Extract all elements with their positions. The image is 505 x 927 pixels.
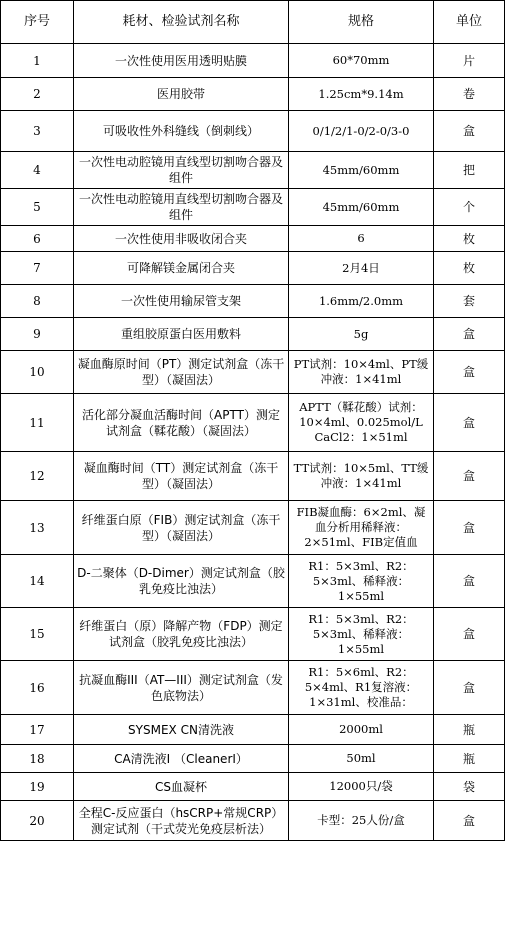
item-unit: 盒	[434, 555, 505, 608]
table-row	[1, 351, 505, 394]
table-row	[1, 555, 505, 608]
item-spec: 45mm/60mm	[289, 152, 434, 189]
table-row	[1, 661, 505, 715]
item-name: 一次性使用医用透明贴膜	[74, 44, 289, 78]
row-number: 11	[1, 394, 74, 452]
item-unit: 套	[434, 285, 505, 318]
item-unit: 袋	[434, 773, 505, 801]
item-name: 纤维蛋白原（FIB）测定试剂盒（冻干型）（凝固法）	[74, 501, 289, 555]
item-unit: 盒	[434, 608, 505, 661]
row-number: 10	[1, 351, 74, 394]
item-unit: 枚	[434, 252, 505, 285]
item-name: 可吸收性外科缝线（倒刺线）	[74, 111, 289, 152]
row-number: 2	[1, 78, 74, 111]
table-row	[1, 394, 505, 452]
item-name: CA清洗液Ⅰ （CleanerⅠ）	[74, 745, 289, 773]
item-name: 凝血酶时间（TT）测定试剂盒（冻干型）（凝固法）	[74, 452, 289, 501]
header-unit: 单位	[434, 1, 505, 44]
item-spec: 1.6mm/2.0mm	[289, 285, 434, 318]
row-number: 18	[1, 745, 74, 773]
row-number: 13	[1, 501, 74, 555]
table-row	[1, 501, 505, 555]
table-row	[1, 226, 505, 252]
item-unit: 盒	[434, 318, 505, 351]
table-row	[1, 78, 505, 111]
item-spec: 50ml	[289, 745, 434, 773]
header-row	[1, 1, 505, 44]
table-row	[1, 285, 505, 318]
item-unit: 盒	[434, 394, 505, 452]
item-unit: 枚	[434, 226, 505, 252]
row-number: 3	[1, 111, 74, 152]
item-unit: 盒	[434, 501, 505, 555]
row-number: 15	[1, 608, 74, 661]
table-row	[1, 111, 505, 152]
table-row	[1, 318, 505, 351]
item-name: 一次性电动腔镜用直线型切割吻合器及组件	[74, 152, 289, 189]
item-unit: 盒	[434, 111, 505, 152]
table-row	[1, 452, 505, 501]
item-spec: 45mm/60mm	[289, 189, 434, 226]
item-unit: 盒	[434, 661, 505, 715]
item-spec: 2月4日	[289, 252, 434, 285]
item-name: 可降解镁金属闭合夹	[74, 252, 289, 285]
item-unit: 片	[434, 44, 505, 78]
item-name: 全程C-反应蛋白（hsCRP+常规CRP）测定试剂（干式荧光免疫层析法）	[74, 801, 289, 841]
item-spec: R1：5×6ml、R2：5×4ml、R1复溶液：1×31ml、校准品：	[289, 661, 434, 715]
item-name: 一次性使用输尿管支架	[74, 285, 289, 318]
header-no: 序号	[1, 1, 74, 44]
table-body	[1, 44, 505, 841]
table-row	[1, 252, 505, 285]
item-spec: PT试剂：10×4ml、PT缓冲液：1×41ml	[289, 351, 434, 394]
item-spec: R1：5×3ml、R2：5×3ml、稀释液：1×55ml	[289, 608, 434, 661]
header-spec: 规格	[289, 1, 434, 44]
row-number: 16	[1, 661, 74, 715]
item-name: 凝血酶原时间（PT）测定试剂盒（冻干型）（凝固法）	[74, 351, 289, 394]
item-spec: FIB凝血酶：6×2ml、凝血分析用稀释液：2×51ml、FIB定值血	[289, 501, 434, 555]
item-unit: 盒	[434, 452, 505, 501]
item-spec: APTT（鞣花酸）试剂：10×4ml、0.025mol/L CaCl2：1×51ml	[289, 394, 434, 452]
item-unit: 瓶	[434, 745, 505, 773]
item-unit: 个	[434, 189, 505, 226]
item-name: CS血凝杯	[74, 773, 289, 801]
item-spec: 6	[289, 226, 434, 252]
item-name: 一次性使用非吸收闭合夹	[74, 226, 289, 252]
table-row	[1, 152, 505, 189]
item-name: SYSMEX CN清洗液	[74, 715, 289, 745]
table-row	[1, 773, 505, 801]
table-row	[1, 608, 505, 661]
item-unit: 瓶	[434, 715, 505, 745]
item-name: 医用胶带	[74, 78, 289, 111]
item-unit: 把	[434, 152, 505, 189]
row-number: 4	[1, 152, 74, 189]
item-name: 活化部分凝血活酶时间（APTT）测定试剂盒（鞣花酸）（凝固法）	[74, 394, 289, 452]
table-row	[1, 189, 505, 226]
item-unit: 卷	[434, 78, 505, 111]
item-spec: 12000只/袋	[289, 773, 434, 801]
item-spec: TT试剂：10×5ml、TT缓冲液：1×41ml	[289, 452, 434, 501]
item-spec: 1.25cm*9.14m	[289, 78, 434, 111]
header-name: 耗材、检验试剂名称	[74, 1, 289, 44]
item-name: D-二聚体（D-Dimer）测定试剂盒（胶乳免疫比浊法）	[74, 555, 289, 608]
row-number: 12	[1, 452, 74, 501]
row-number: 5	[1, 189, 74, 226]
row-number: 7	[1, 252, 74, 285]
row-number: 17	[1, 715, 74, 745]
table-row	[1, 801, 505, 841]
item-name: 抗凝血酶III（AT—III）测定试剂盒（发色底物法）	[74, 661, 289, 715]
row-number: 1	[1, 44, 74, 78]
table-row	[1, 715, 505, 745]
row-number: 8	[1, 285, 74, 318]
item-spec: 60*70mm	[289, 44, 434, 78]
item-unit: 盒	[434, 801, 505, 841]
row-number: 9	[1, 318, 74, 351]
item-unit: 盒	[434, 351, 505, 394]
row-number: 6	[1, 226, 74, 252]
item-spec: R1：5×3ml、R2：5×3ml、稀释液：1×55ml	[289, 555, 434, 608]
row-number: 20	[1, 801, 74, 841]
item-spec: 5g	[289, 318, 434, 351]
item-name: 纤维蛋白（原）降解产物（FDP）测定试剂盒（胶乳免疫比浊法）	[74, 608, 289, 661]
item-spec: 0/1/2/1-0/2-0/3-0	[289, 111, 434, 152]
item-name: 一次性电动腔镜用直线型切割吻合器及组件	[74, 189, 289, 226]
item-name: 重组胶原蛋白医用敷料	[74, 318, 289, 351]
table-row	[1, 745, 505, 773]
row-number: 14	[1, 555, 74, 608]
item-spec: 卡型：25人份/盒	[289, 801, 434, 841]
row-number: 19	[1, 773, 74, 801]
table-row	[1, 44, 505, 78]
item-spec: 2000ml	[289, 715, 434, 745]
